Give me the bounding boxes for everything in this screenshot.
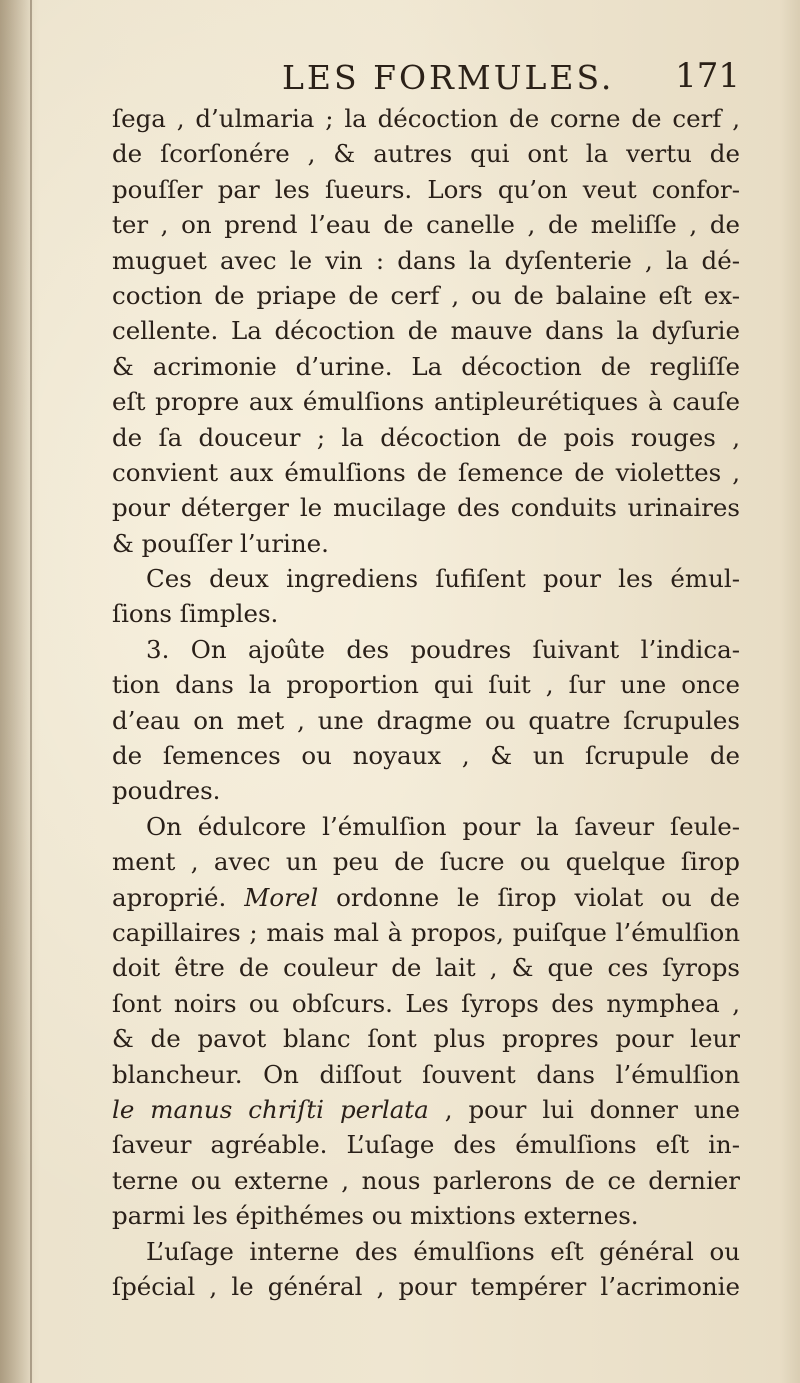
text-line: ſaveur agréable. L’uſage des émulſions eſt in-: [112, 1130, 740, 1160]
text-line: d’eau on met , une dragme ou quatre ſcrupules: [112, 705, 740, 735]
text-line: le manus chriſti perlata , pour lui donner une: [112, 1094, 740, 1124]
text-line: capillaires ; mais mal à propos, puiſque l’émulſion: [112, 917, 740, 947]
text-line: On édulcore l’émulſion pour la ſaveur ſeule-: [146, 811, 740, 841]
spine-edge: [30, 0, 32, 1383]
author-name-italic: Morel: [244, 882, 319, 912]
text-line: & acrimonie d’urine. La décoction de regliſſe: [112, 351, 740, 381]
running-title: LES FORMULES.: [282, 58, 615, 97]
text-line: de ſcorſonére , & autres qui ont la vertu de: [112, 139, 740, 169]
text-line: ment , avec un peu de ſucre ou quelque ſirop: [112, 847, 740, 877]
text-line: pouſſer par les ſueurs. Lors qu’on veut confor-: [112, 174, 740, 204]
text-line: ſega , d’ulmaria ; la décoction de corne de cerf ,: [112, 104, 740, 133]
text-line: blancheur. On diſſout ſouvent dans l’émulſion: [112, 1059, 740, 1089]
text-line: eſt propre aux émulſions antipleurétiques à cauſe: [112, 387, 740, 417]
text-line: tion dans la proportion qui ſuit , ſur une once: [112, 670, 740, 700]
text-line: ſpécial , le général , pour tempérer l’acrimonie: [112, 1271, 740, 1301]
text-line: ter , on prend l’eau de canelle , de meliſſe , de: [112, 210, 740, 240]
text-line: muguet avec le vin : dans la dyſenterie , la dé-: [112, 245, 740, 275]
page-header: [110, 50, 740, 100]
latin-term-italic: le manus chriſti perlata: [112, 1094, 429, 1124]
binding-shadow: [0, 0, 34, 1383]
text-line: 3. On ajoûte des poudres ſuivant l’indica-: [146, 634, 740, 664]
text-line: convient aux émulſions de ſemence de violettes ,: [112, 457, 740, 487]
text-line: terne ou externe , nous parlerons de ce dernier: [112, 1165, 740, 1195]
text-line: cellente. La décoction de mauve dans la dyſurie: [112, 316, 740, 346]
text-line: & pouſſer l’urine.: [112, 528, 329, 558]
text-line: & de pavot blanc ſont plus propres pour leur: [112, 1024, 740, 1054]
text-line: poudres.: [112, 776, 221, 806]
text-line: pour déterger le mucilage des conduits urinaires: [112, 493, 740, 523]
text-line: ſions ſimples.: [112, 599, 279, 629]
text-line: ſont noirs ou obſcurs. Les ſyrops des nymphea ,: [112, 988, 740, 1018]
text-line: de ſemences ou noyaux , & un ſcrupule de: [112, 741, 740, 771]
text-line: Ces deux ingrediens ſufiſent pour les émul-: [146, 564, 740, 594]
body-text: [112, 101, 740, 1304]
text-line: doit être de couleur de lait , & que ces ſyrops: [112, 953, 740, 983]
text-line: aproprié. Morel ordonne le ſirop violat ou de: [112, 882, 740, 912]
page-number: 171: [675, 56, 740, 96]
text-line: parmi les épithémes ou mixtions externes.: [112, 1201, 639, 1231]
text-line: de ſa douceur ; la décoction de pois rouges ,: [112, 422, 740, 452]
text-line: coction de priape de cerf , ou de balaine eſt ex-: [112, 280, 740, 310]
text-line: L’uſage interne des émulſions eſt général ou: [146, 1236, 740, 1266]
